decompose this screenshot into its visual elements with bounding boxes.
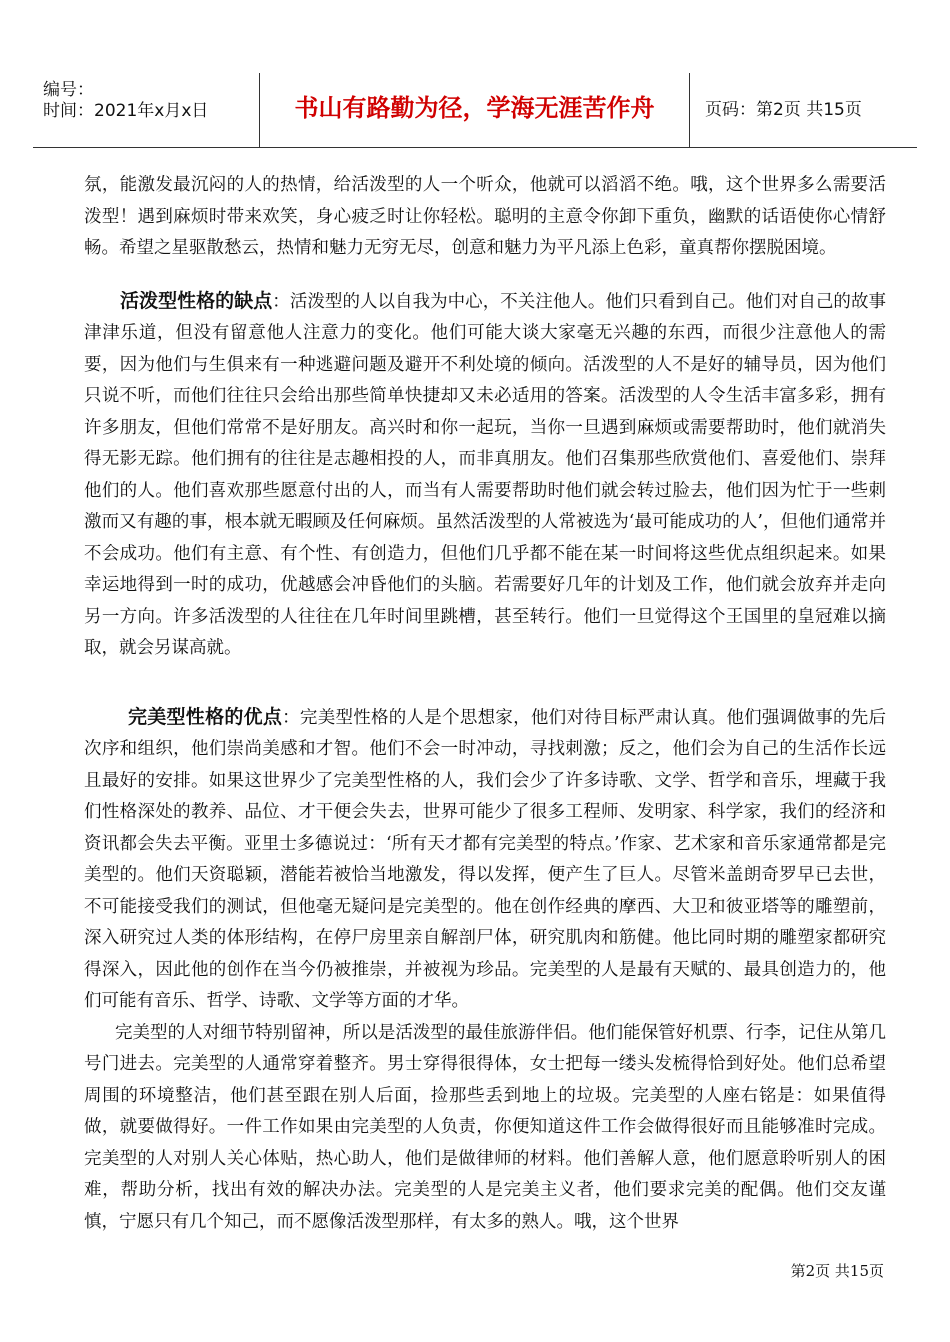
serial-label: 编号： <box>43 80 94 100</box>
paragraph-melancholy-details: 完美型的人对细节特别留神，所以是活泼型的最佳旅游伴侣。他们能保管好机票、行李，记住从第几号门进去。完美型的人通常穿着整齐。男士穿得很得体，女士把每一缕头发梳得恰到好处。他们总希望周围的环境整洁，他们甚至跟在别人后面，捡那些丢到地上的垃圾。完美型的人座右铭是：如果值得做，就要做得好。一件工作如果由完美型的人负责，你便知道这件工作会做得很好而且能够准时完成。完美型的人对别人关心体贴，热心助人，他们是做律师的材料。他们善解人意，他们愿意聆听别人的困难，帮助分析，找出有效的解决办法。完美型的人是完美主义者，他们要求完美的配偶。他们交友谨慎，宁愿只有几个知己，而不愿像活泼型那样，有太多的熟人。哦，这个世界 <box>84 1022 886 1232</box>
paragraph-sanguine-weaknesses <box>84 286 886 665</box>
page-footer: 第2页 共15页 <box>790 1262 884 1280</box>
section-heading: 完美型性格的优点 <box>128 705 283 728</box>
header-divider-right <box>689 73 690 147</box>
paragraph-melancholy-strengths <box>84 702 886 1018</box>
document-body <box>84 170 886 1238</box>
header-page-number: 页码：第2页 共15页 <box>705 100 862 120</box>
paragraph-text: ：活泼型的人以自我为中心，不关注他人。他们只看到自己。他们对自己的故事津津乐道，但没有留意他人注意力的变化。他们可能大谈大家毫无兴趣的东西，而很少注意他人的需要，因为他们与生俱来有一种逃避问题及避开不利处境的倾向。活泼型的人不是好的辅导员，因为他们只说不听，而他们往往只会给出那些简单快捷却又未必适用的答案。活泼型的人令生活丰富多彩，拥有许多朋友，但他们常常不是好朋友。高兴时和你一起玩，当你一旦遇到麻烦或需要帮助时，他们就消失得无影无踪。他们拥有的往往是志趣相投的人，而非真朋友。他们召集那些欣赏他们、喜爱他们、崇拜他们的人。他们喜欢那些愿意付出的人，而当有人需要帮助时他们就会转过脸去，他们因为忙于一些刺激而又有趣的事，根本就无暇顾及任何麻烦。虽然活泼型的人常被选为‘最可能成功的人’，但他们通常并不会成功。他们有主意、有个性、有创造力，但他们几乎都不能在某一时间将这些优点组织起来。如果幸运地得到一时的成功，优越感会冲昏他们的头脑。若需要好几年的计划及工作，他们就会放弃并走向另一方向。许多活泼型的人往往在几年时间里跳槽，甚至转行。他们一旦觉得这个王国里的皇冠难以摘取，就会另谋高就。 <box>84 291 886 658</box>
header-meta <box>33 73 259 147</box>
page-header <box>33 73 917 148</box>
paragraph-continued: 氛，能激发最沉闷的人的热情，给活泼型的人一个听众，他就可以滔滔不绝。哦，这个世界多么需要活泼型！遇到麻烦时带来欢笑，身心疲乏时让你轻松。聪明的主意令你卸下重负，幽默的话语使你心情舒畅。希望之星驱散愁云，热情和魅力无穷无尽，创意和魅力为平凡添上色彩，童真帮你摆脱困境。 <box>84 175 886 258</box>
paragraph-text: ：完美型性格的人是个思想家，他们对待目标严肃认真。他们强调做事的先后次序和组织，他们崇尚美感和才智。他们不会一时冲动，寻找刺激；反之，他们会为自己的生活作长远且最好的安排。如果这世界少了完美型性格的人，我们会少了许多诗歌、文学、哲学和音乐，埋藏于我们性格深处的教养、品位、才干便会失去，世界可能少了很多工程师、发明家、科学家，我们的经济和资讯都会失去平衡。亚里士多德说过：‘所有天才都有完美型的特点。’作家、艺术家和音乐家通常都是完美型的。他们天资聪颖，潜能若被恰当地激发，得以发挥，便产生了巨人。尽管米盖朗奇罗早已去世，不可能接受我们的测试，但他毫无疑问是完美型的。他在创作经典的摩西、大卫和彼亚塔等的雕塑前，深入研究过人类的体形结构，在停尸房里亲自解剖尸体，研究肌肉和筋健。他比同时期的雕塑家都研究得深入，因此他的创作在当今仍被推崇，并被视为珍品。完美型的人是最有天赋的、最具创造力的，他们可能有音乐、哲学、诗歌、文学等方面的才华。 <box>84 707 886 1011</box>
time-label: 时间：2021年x月x日 <box>43 101 209 121</box>
section-heading: 活泼型性格的缺点 <box>120 289 273 312</box>
header-motto: 书山有路勤为径，学海无涯苦作舟 <box>294 93 655 122</box>
